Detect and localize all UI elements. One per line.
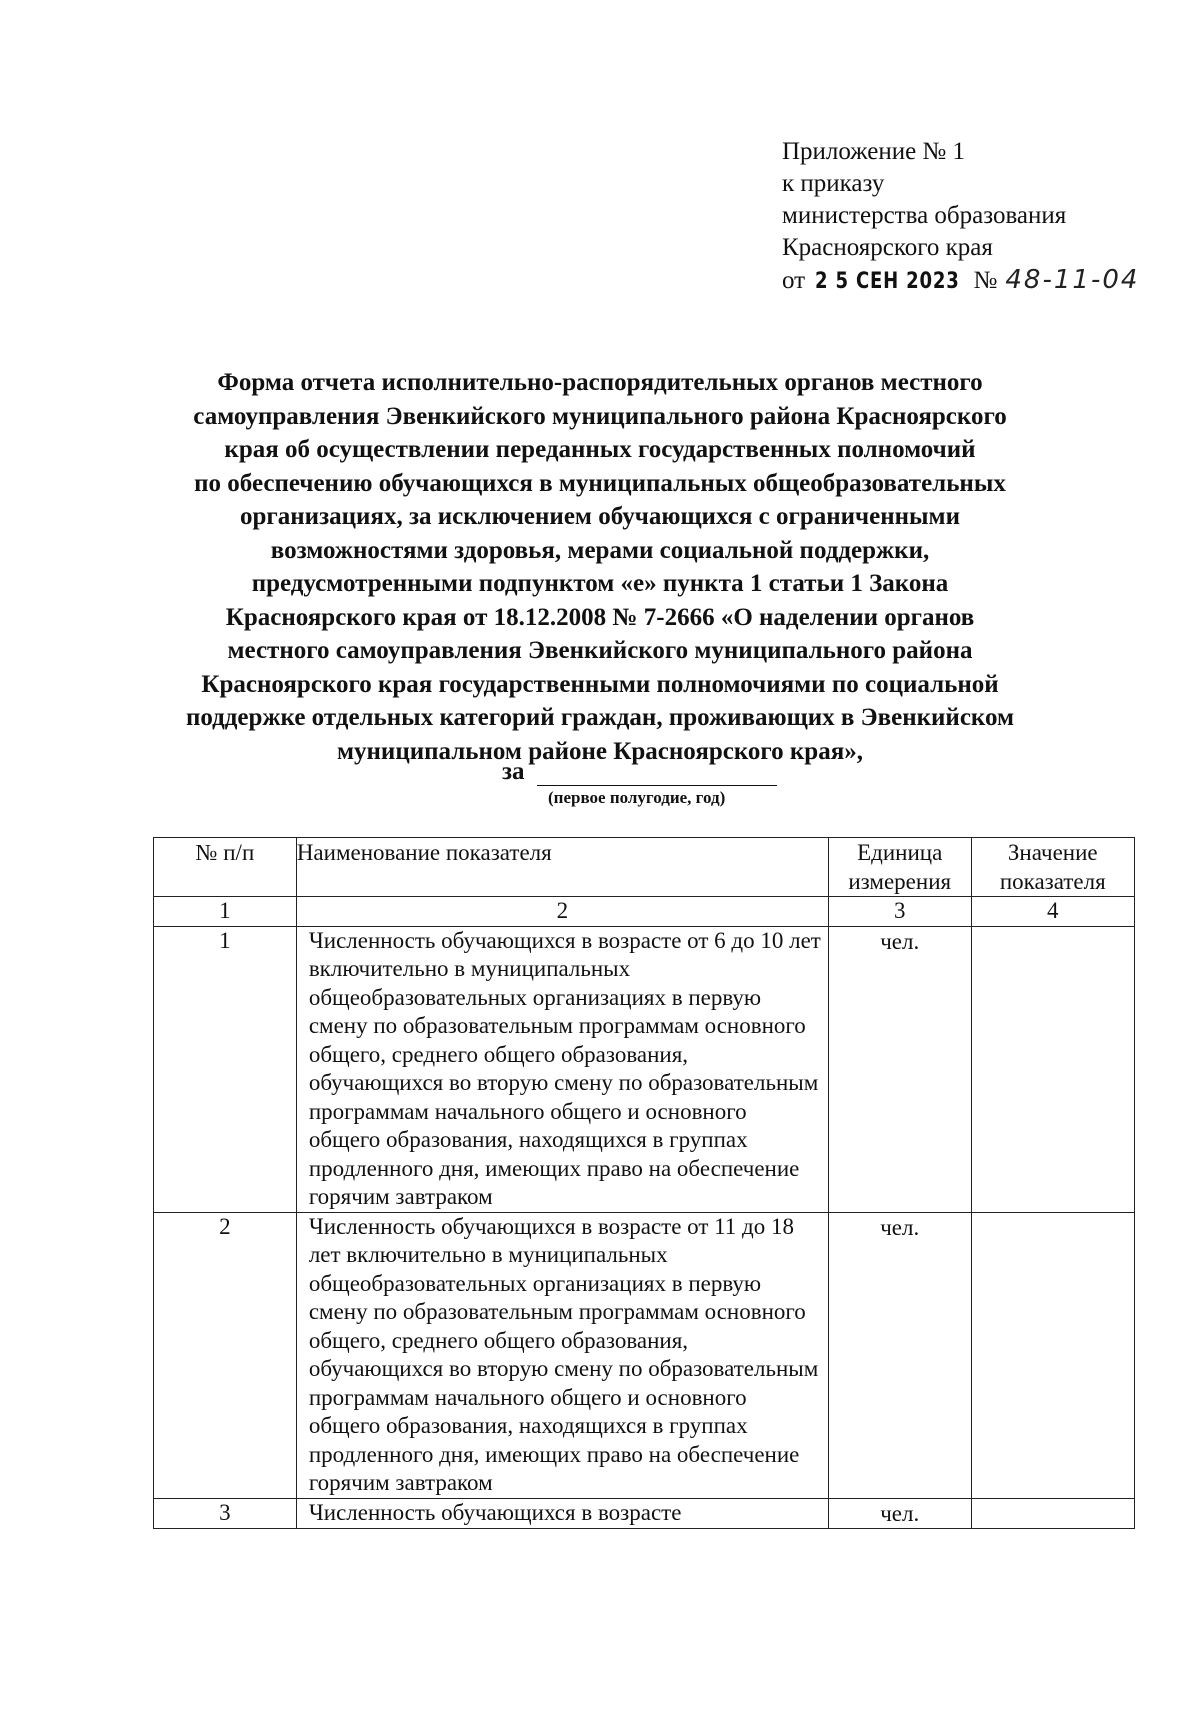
appendix-date-line — [782, 264, 1139, 298]
row-number: 2 — [154, 1212, 297, 1498]
header-value: Значение показателя — [971, 838, 1134, 897]
row-indicator-name: Численность обучающихся в возрасте от 11 до 18 лет включительно в муниципальных общеобразовательных организациях в первую смену по образовательным программам основного общего, среднего общего образования, обучающихся во вторую смену по образовательным программам начального общего и основного общего образования, находящихся в группах продленного дня, имеющих право на обеспечение горячим завтраком — [296, 1212, 828, 1498]
row-indicator-name: Численность обучающихся в возрасте — [296, 1498, 828, 1529]
appendix-line-4: Красноярского края — [782, 234, 993, 261]
row-unit: чел. — [828, 926, 971, 1212]
title-line: края об осуществлении переданных государственных полномочий — [224, 436, 976, 463]
handwritten-order-number: 48-11-04 — [1005, 265, 1140, 295]
period-line — [502, 758, 777, 786]
row-number: 3 — [154, 1498, 297, 1529]
column-number: 1 — [154, 897, 297, 927]
column-numbering-row — [154, 897, 1135, 927]
column-number: 4 — [971, 897, 1134, 927]
title-line: муниципальном районе Красноярского края», — [336, 737, 863, 765]
title-line: Красноярского края государственными полномочиями по социальной — [201, 670, 999, 698]
title-line: предусмотренными подпунктом «е» пункта 1 статьи 1 Закона — [251, 570, 949, 597]
document-title — [130, 366, 1070, 768]
header-number: № п/п — [154, 838, 297, 897]
row-value-cell[interactable] — [971, 926, 1134, 1212]
appendix-line-3: министерства образования — [782, 202, 1067, 229]
column-number: 3 — [828, 897, 971, 927]
appendix-line-2: к приказу — [782, 170, 885, 197]
title-line: Форма отчета исполнительно-распорядительных органов местного — [217, 369, 983, 396]
date-stamp: 2 5 СЕН 2023 — [815, 269, 960, 294]
row-unit: чел. — [828, 1212, 971, 1498]
appendix-header — [782, 136, 1139, 298]
title-line: поддержке отдельных категорий граждан, проживающих в Эвенкийском — [185, 704, 1015, 731]
row-value-cell[interactable] — [971, 1212, 1134, 1498]
title-line: местного самоуправления Эвенкийского муниципального района — [227, 637, 973, 664]
header-indicator-name: Наименование показателя — [296, 838, 828, 897]
row-indicator-name: Численность обучающихся в возрасте от 6 до 10 лет включительно в муниципальных общеобразовательных организациях в первую смену по образовательным программам основного общего, среднего общего образования, обучающихся во вторую смену по образовательным программам начального общего и основного общего образования, находящихся в группах продленного дня, имеющих право на обеспечение горячим завтраком — [296, 926, 828, 1212]
number-sign: № — [973, 267, 998, 294]
title-line: организациях, за исключением обучающихся с ограниченными — [240, 503, 960, 530]
row-value-cell[interactable] — [971, 1498, 1134, 1529]
title-line: по обеспечению обучающихся в муниципальных общеобразовательных — [194, 469, 1006, 497]
table-header-row — [154, 838, 1135, 897]
period-label: за — [502, 758, 525, 785]
date-prefix: от — [782, 267, 806, 294]
header-unit: Единица измерения — [828, 838, 971, 897]
table-row — [154, 1498, 1135, 1529]
column-number: 2 — [296, 897, 828, 927]
title-line: Красноярского края от 18.12.2008 № 7-2666 «О наделении органов — [225, 603, 975, 631]
title-line: самоуправления Эвенкийского муниципального района Красноярского — [193, 402, 1007, 430]
table-row — [154, 1212, 1135, 1498]
row-unit: чел. — [828, 1498, 971, 1529]
report-table — [153, 837, 1135, 1529]
table-row — [154, 926, 1135, 1212]
period-hint: (первое полугодие, год) — [548, 788, 726, 807]
title-line: возможностями здоровья, мерами социальной поддержки, — [270, 536, 930, 564]
appendix-line-1: Приложение № 1 — [782, 138, 966, 165]
period-blank-field[interactable] — [537, 763, 777, 786]
row-number: 1 — [154, 926, 297, 1212]
